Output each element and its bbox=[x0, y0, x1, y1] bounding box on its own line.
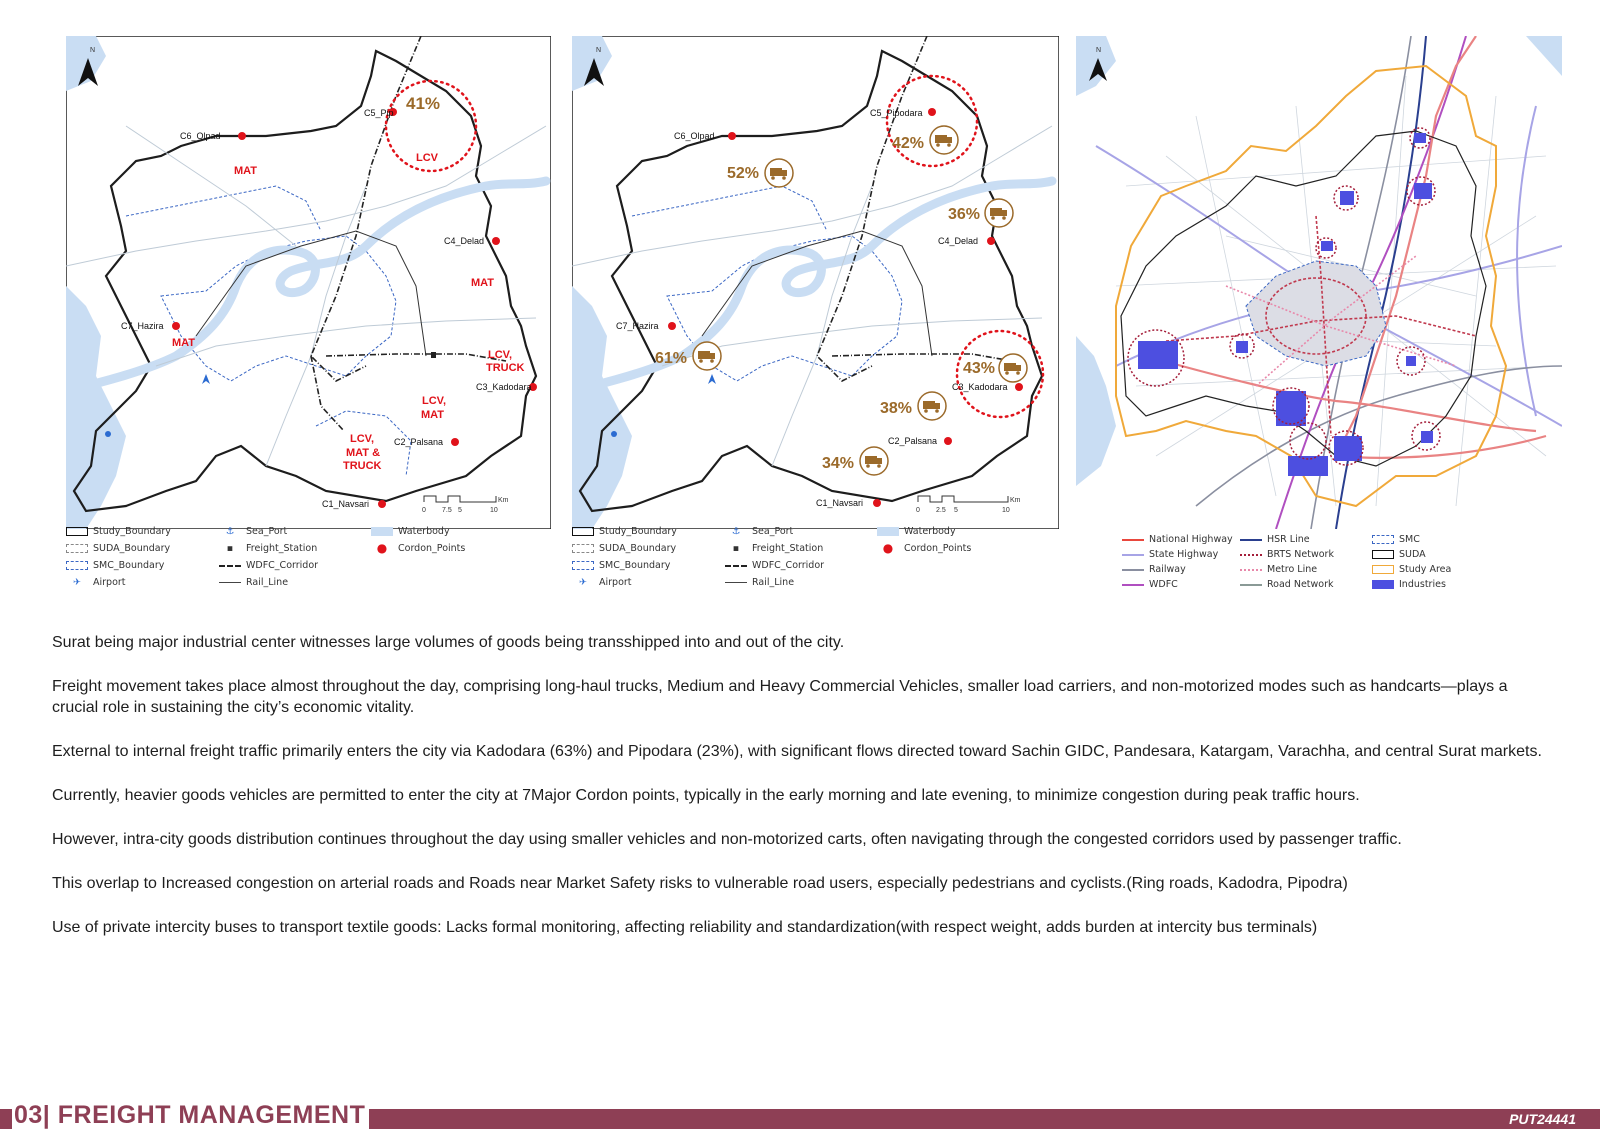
percent-delad: 36% bbox=[948, 206, 981, 223]
mode-delad: MAT bbox=[471, 277, 495, 289]
svg-text:5: 5 bbox=[458, 507, 462, 514]
svg-text:0: 0 bbox=[916, 507, 920, 514]
cordon-label: C2_Palsana bbox=[888, 436, 938, 446]
legend-label: SUDA_Boundary bbox=[599, 543, 677, 554]
legend-label: Industries bbox=[1399, 579, 1446, 590]
truck-badge bbox=[860, 447, 888, 475]
cordon-label: C7_Hazira bbox=[121, 321, 164, 331]
cordon-label: C7_Hazira bbox=[616, 321, 659, 331]
paragraph: External to internal freight traffic primarily enters the city via Kadodara (63%) and Pipodara (23%), with significant flows directed toward Sachin GIDC, Pandesara, Katargam, Varachha, and central Surat markets. bbox=[52, 743, 1542, 760]
freight-station-icon: ▪ bbox=[732, 543, 740, 554]
north-label: N bbox=[90, 47, 96, 54]
legend-label: Study_Boundary bbox=[93, 526, 171, 537]
svg-text:10: 10 bbox=[1002, 507, 1010, 514]
truck-badge bbox=[985, 199, 1013, 227]
legend-label: Rail_Line bbox=[246, 577, 289, 588]
svg-text:5: 5 bbox=[954, 507, 958, 514]
legend-label: WDFC_Corridor bbox=[246, 560, 319, 571]
svg-text:Km: Km bbox=[498, 497, 509, 504]
footer-bar bbox=[0, 1101, 1600, 1129]
cordon-point-icon: ● bbox=[376, 541, 388, 555]
cordon-label: C1_Navsari bbox=[322, 499, 370, 509]
legend-label: BRTS Network bbox=[1267, 549, 1334, 560]
sea-port-icon: ⚓ bbox=[225, 526, 235, 537]
legend-label: Cordon_Points bbox=[904, 543, 972, 554]
mode-kadodara-2: TRUCK bbox=[486, 362, 525, 374]
svg-text:7.5: 7.5 bbox=[442, 507, 452, 514]
svg-text:Km: Km bbox=[1010, 497, 1021, 504]
sea-port-icon: ⚓ bbox=[731, 526, 741, 537]
mode-navsari-2: MAT & bbox=[346, 447, 381, 459]
paragraph: Surat being major industrial center witnesses large volumes of goods being transshipped into and out of the city. bbox=[52, 634, 845, 651]
cordon-label: C6_Olpad bbox=[180, 131, 221, 141]
truck-badge bbox=[918, 392, 946, 420]
mode-kadodara-1: LCV, bbox=[488, 349, 513, 361]
truck-badge bbox=[765, 159, 793, 187]
legend-label: SMC bbox=[1399, 534, 1420, 545]
network-map bbox=[1076, 36, 1562, 529]
legend-label: SMC_Boundary bbox=[599, 560, 671, 571]
legend-label: Waterbody bbox=[398, 526, 450, 537]
cordon-label: C6_Olpad bbox=[674, 131, 715, 141]
legend-label: Airport bbox=[599, 577, 632, 588]
percent-hazira: 61% bbox=[655, 350, 688, 367]
svg-text:10: 10 bbox=[490, 507, 498, 514]
percent-navsari: 34% bbox=[822, 455, 855, 472]
svg-text:0: 0 bbox=[422, 507, 426, 514]
percent-pip: 41% bbox=[406, 94, 441, 113]
legend-label: Railway bbox=[1149, 564, 1186, 575]
freight-station-icon: ▪ bbox=[226, 543, 234, 554]
cordon-label: C2_Palsana bbox=[394, 437, 444, 447]
legend-label: State Highway bbox=[1149, 549, 1219, 560]
legend-label: Waterbody bbox=[904, 526, 956, 537]
freight-station-icon bbox=[431, 352, 436, 358]
legend-label: Freight_Station bbox=[246, 543, 318, 554]
legend-map3 bbox=[1122, 534, 1562, 594]
mode-palsana-2: MAT bbox=[421, 409, 445, 421]
truck-badge bbox=[999, 354, 1027, 382]
paragraph: This overlap to Increased congestion on arterial roads and Roads near Market Safety risks to vulnerable road users, especially pedestrians and cyclists.(Ring roads, Kadodra, Pipodra) bbox=[52, 875, 1348, 892]
legend-label: Road Network bbox=[1267, 579, 1334, 590]
percent-olpad: 52% bbox=[727, 165, 760, 182]
legend-label: SUDA bbox=[1399, 549, 1426, 560]
mode-navsari-1: LCV, bbox=[350, 433, 375, 445]
north-label: N bbox=[596, 47, 602, 54]
svg-text:2.5: 2.5 bbox=[936, 507, 946, 514]
truck-badge bbox=[693, 342, 721, 370]
paragraph: However, intra-city goods distribution continues throughout the day using smaller vehicles and non-motorized carts, often navigating through the congested corridors used by passenger traffic. bbox=[52, 831, 1402, 848]
sheet-code: PUT24441 bbox=[1509, 1111, 1576, 1127]
cordon-label: C4_Delad bbox=[938, 236, 979, 246]
description bbox=[52, 632, 1552, 961]
section-title: 03| FREIGHT MANAGEMENT bbox=[12, 1100, 369, 1130]
cordon-label: C5_Pip bbox=[364, 108, 394, 118]
legend-map2 bbox=[572, 526, 1042, 586]
legend-label: Study_Boundary bbox=[599, 526, 677, 537]
sea-port-icon bbox=[105, 431, 111, 437]
legend-label: Sea_Port bbox=[752, 526, 794, 537]
cordon-label: C1_Navsari bbox=[816, 498, 864, 508]
north-label: N bbox=[1096, 47, 1102, 54]
cordon-label: C4_Delad bbox=[444, 236, 485, 246]
legend-label: WDFC bbox=[1149, 579, 1178, 590]
mode-hazira: MAT bbox=[172, 337, 196, 349]
percent-kadodara: 43% bbox=[963, 360, 996, 377]
percent-pipodara: 42% bbox=[892, 135, 925, 152]
legend-label: HSR Line bbox=[1267, 534, 1310, 545]
legend-label: WDFC_Corridor bbox=[752, 560, 825, 571]
cordon-label: C3_Kadodara bbox=[476, 382, 532, 392]
cordon-label: C5_Pipodara bbox=[870, 108, 923, 118]
legend-label: SMC_Boundary bbox=[93, 560, 165, 571]
cordon-point-icon: ● bbox=[882, 541, 894, 555]
mode-olpad: MAT bbox=[234, 165, 258, 177]
freight-mode-map bbox=[66, 36, 551, 529]
airport-icon: ✈ bbox=[73, 577, 81, 588]
legend-label: Metro Line bbox=[1267, 564, 1318, 575]
sea-port-icon bbox=[611, 431, 617, 437]
freight-share-map bbox=[572, 36, 1059, 529]
airport-icon: ✈ bbox=[579, 577, 587, 588]
legend-label: National Highway bbox=[1149, 534, 1233, 545]
paragraph: Currently, heavier goods vehicles are permitted to enter the city at 7Major Cordon points, typically in the early morning and late evening, to minimize congestion during peak traffic hours. bbox=[52, 787, 1360, 804]
legend-label: Sea_Port bbox=[246, 526, 288, 537]
legend-label: SUDA_Boundary bbox=[93, 543, 171, 554]
mode-palsana-1: LCV, bbox=[422, 395, 447, 407]
paragraph: Use of private intercity buses to transport textile goods: Lacks formal monitoring, affecting reliability and standardization(with respect weight, adds burden at intercity bus terminals) bbox=[52, 919, 1318, 936]
cordon-label: C3_Kadodara bbox=[952, 382, 1008, 392]
paragraph: Freight movement takes place almost throughout the day, comprising long-haul trucks, Medium and Heavy Commercial Vehicles, smaller load carriers, and non-motorized modes such as handcarts—plays a crucial role in sustaining the city’s economic vitality. bbox=[52, 678, 1508, 716]
mode-pip: LCV bbox=[416, 152, 438, 164]
legend-label: Freight_Station bbox=[752, 543, 824, 554]
truck-badge bbox=[930, 126, 958, 154]
legend-label: Airport bbox=[93, 577, 126, 588]
legend-label: Rail_Line bbox=[752, 577, 795, 588]
legend-map1 bbox=[66, 526, 536, 586]
percent-palsana: 38% bbox=[880, 400, 913, 417]
legend-label: Study Area bbox=[1399, 564, 1452, 575]
legend-label: Cordon_Points bbox=[398, 543, 466, 554]
mode-navsari-3: TRUCK bbox=[343, 460, 382, 472]
